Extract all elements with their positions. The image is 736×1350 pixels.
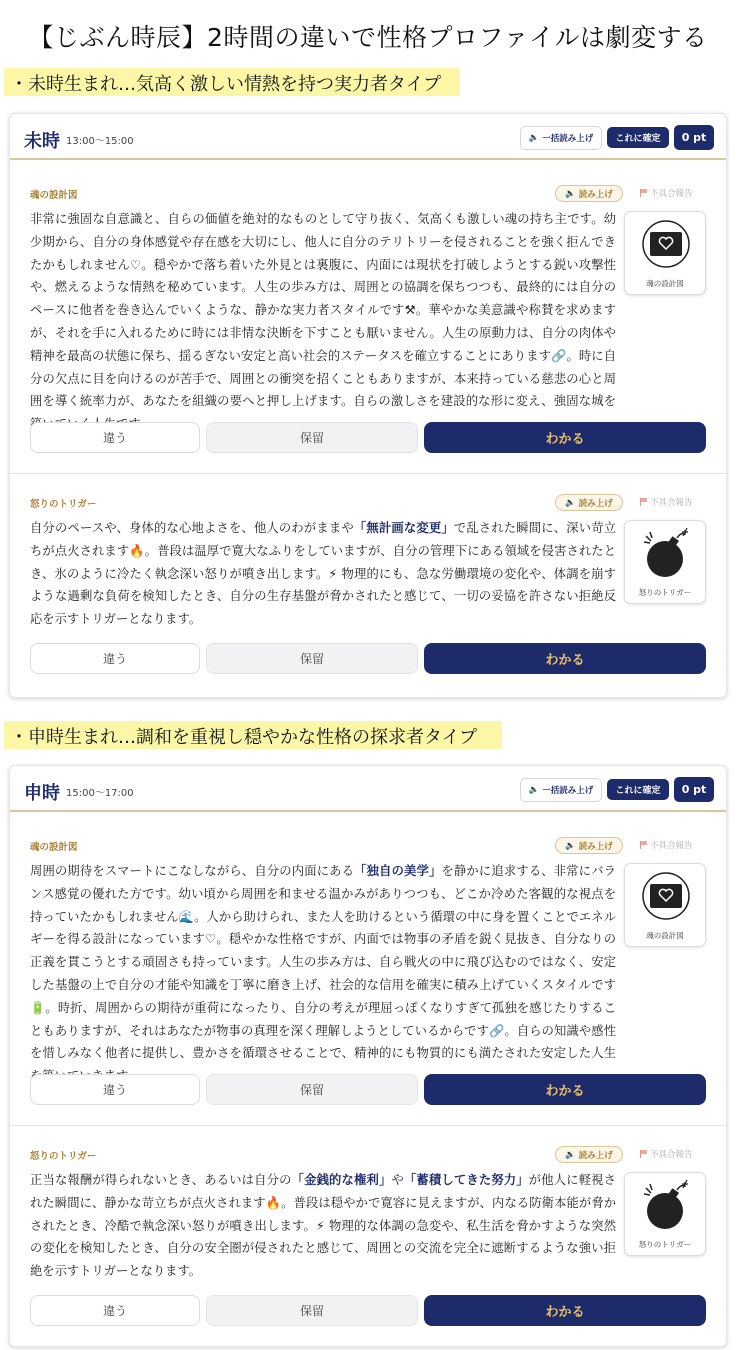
emblem-caption: 魂の設計図 bbox=[646, 279, 684, 288]
read-aloud-button[interactable] bbox=[555, 185, 623, 202]
soul-blueprint-section bbox=[10, 812, 726, 1170]
section-label: 魂の設計図 bbox=[30, 190, 78, 201]
scroll-heart-icon bbox=[641, 871, 691, 923]
answer-hold-button[interactable]: 保留 bbox=[206, 643, 418, 674]
answer-hold-button[interactable]: 保留 bbox=[206, 1074, 418, 1105]
speaker-icon: 🔈 bbox=[565, 497, 576, 508]
section-body: 自分のペースや、身体的な心地よさを、他人のわがままや「無計画な変更」で乱された瞬間に、深い苛立ちが点火されます🔥。普段は温厚で寛大なふりをしていますが、自分の管理下にある領域を侵害されたとき、氷のように冷たく執念深い怒りが噴き出します。⚡ 物理的にも、急な労働環境の変化や、体調を崩すような過剰な負荷を検知したとき、自分の生存基盤が脅かされたと感じて、一切の妥協を許さない拒絶反応を示すトリガーとなります。 bbox=[30, 521, 616, 627]
read-all-button[interactable] bbox=[520, 126, 602, 150]
read-aloud-label: 読み上げ bbox=[578, 498, 613, 509]
time-card bbox=[9, 113, 727, 698]
speaker-icon: 🔈 bbox=[565, 188, 576, 199]
page-title: 【じぶん時辰】2時間の違いで性格プロファイルは劇変する bbox=[28, 23, 708, 52]
bomb-icon bbox=[641, 1180, 691, 1232]
section-heading: ・未時生まれ…気高く激しい情熱を持つ実力者タイプ bbox=[4, 68, 460, 96]
answer-yes-button[interactable]: わかる bbox=[424, 643, 706, 674]
anger-trigger-section bbox=[10, 474, 726, 698]
speaker-icon: 🔈 bbox=[528, 785, 540, 795]
flag-icon bbox=[640, 841, 647, 849]
confirm-button[interactable]: これに確定 bbox=[607, 779, 669, 800]
answer-no-button[interactable]: 違う bbox=[30, 1295, 200, 1326]
read-aloud-button[interactable] bbox=[555, 1146, 623, 1163]
section-body: 周囲の期待をスマートにこなしながら、自分の内面にある「独自の美学」を静かに追求する、非常にバランス感覚の優れた方です。幼い頃から周囲を和ませる温かみがありつつも、どこか冷めた客観的な視点を持っていたかもしれません🌊。人から助けられ、また人を助けるという循環の中に身を置くことでエネルギーを得る設計になっています♡。穏やかな性格ですが、内面では物事の矛盾を鋭く見抜き、自分なりの正義を貫こうとする頑固さも持っています。人生の歩み方は、自ら戦火の中に飛び込むのではなく、安定した基盤の上で自分の才能や知識を丁寧に磨き上げ、社会的な信用を確実に積み上げていくスタイルです🔋。時折、周囲からの期待が重荷になったり、自分の考えが理屈っぽくなりすぎて孤独を感じたりすることもありますが、それはあなたが物事の真理を深く理解しようとしているからです🔗。自らの知識や感性を惜しみなく他者に提供し、豊かさを循環させることで、精神的にも物質的にも満たされた安定した人生 bbox=[30, 864, 616, 1061]
time-range: 13:00〜15:00 bbox=[66, 136, 134, 147]
answer-yes-button[interactable]: わかる bbox=[424, 1295, 706, 1326]
bomb-icon bbox=[641, 528, 691, 580]
points-badge: 0 pt bbox=[674, 125, 714, 150]
scroll-heart-icon bbox=[641, 219, 691, 271]
card-header bbox=[10, 766, 726, 812]
time-name: 申時 bbox=[24, 783, 60, 804]
soul-blueprint-section bbox=[10, 160, 726, 518]
confirm-button[interactable]: これに確定 bbox=[607, 127, 669, 148]
answer-no-button[interactable]: 違う bbox=[30, 643, 200, 674]
emblem-caption: 怒りのトリガー bbox=[638, 588, 692, 597]
anger-trigger-section bbox=[10, 1126, 726, 1347]
answer-yes-button[interactable]: わかる bbox=[424, 422, 706, 453]
speaker-icon: 🔈 bbox=[565, 1149, 576, 1160]
read-aloud-label: 読み上げ bbox=[578, 841, 613, 852]
flag-icon bbox=[640, 1150, 647, 1158]
report-button[interactable] bbox=[640, 496, 693, 508]
flag-icon bbox=[640, 498, 647, 506]
answer-hold-button[interactable]: 保留 bbox=[206, 1295, 418, 1326]
anger-emblem bbox=[624, 520, 706, 604]
read-aloud-label: 読み上げ bbox=[578, 1150, 613, 1161]
time-card bbox=[9, 765, 727, 1347]
section-label: 怒りのトリガー bbox=[30, 499, 97, 510]
speaker-icon: 🔈 bbox=[528, 133, 540, 143]
read-all-label: 一括読み上げ bbox=[542, 786, 594, 796]
report-button[interactable] bbox=[640, 1148, 693, 1160]
answer-yes-button[interactable]: わかる bbox=[424, 1074, 706, 1105]
read-aloud-button[interactable] bbox=[555, 494, 623, 511]
section-label: 魂の設計図 bbox=[30, 842, 78, 853]
section-heading: ・申時生まれ…調和を重視し穏やかな性格の探求者タイプ bbox=[4, 721, 502, 749]
section-body: 正当な報酬が得られないとき、あるいは自分の「金銭的な権利」や「蓄積してきた努力」が他人に軽視された瞬間に、静かな苛立ちが点火されます🔥。普段は穏やかで寛容に見えますが、内なる防衛本能が脅かされたとき、冷酷で執念深い怒りが噴き出します。⚡ 物理的な体調の急変や、私生活を脅かすような突然の変化を検知したとき、自分の安全圏が侵されたと感じて、周囲との交流を完全に遮断するような強い拒絶を示すトリガーとなります。 bbox=[30, 1173, 616, 1279]
emblem-caption: 怒りのトリガー bbox=[638, 1240, 692, 1249]
speaker-icon: 🔈 bbox=[565, 840, 576, 851]
report-label: 不具合報告 bbox=[650, 498, 693, 508]
read-aloud-button[interactable] bbox=[555, 837, 623, 854]
card-header bbox=[10, 114, 726, 160]
anger-emblem bbox=[624, 1172, 706, 1256]
section-label: 怒りのトリガー bbox=[30, 1151, 97, 1162]
emblem-caption: 魂の設計図 bbox=[646, 931, 684, 940]
report-label: 不具合報告 bbox=[650, 841, 693, 851]
read-all-label: 一括読み上げ bbox=[542, 134, 594, 144]
flag-icon bbox=[640, 189, 647, 197]
read-all-button[interactable] bbox=[520, 778, 602, 802]
report-button[interactable] bbox=[640, 187, 693, 199]
time-range: 15:00〜17:00 bbox=[66, 788, 134, 799]
answer-no-button[interactable]: 違う bbox=[30, 422, 200, 453]
report-label: 不具合報告 bbox=[650, 1150, 693, 1160]
read-aloud-label: 読み上げ bbox=[578, 189, 613, 200]
section-body: 非常に強固な自意識と、自らの価値を絶対的なものとして守り抜く、気高くも激しい魂の持ち主です。幼少期から、自分の身体感覚や存在感を大切にし、他人に自分のテリトリーを侵されることを強く拒んできたかもしれません♡。穏やかで落ち着いた外見とは裏腹に、内面には現状を打破しようとする鋭い攻撃性や、燃えるような情熱を秘めています。人生の歩み方は、周囲との協調を保ちつつも、最終的には自分のペースに他者を巻き込んでいくような、静かな実力者スタイルです⚒。華やかな美意識や称賛を求めますが、それを手に入れるために時には非情な決断を下すことも厭いません。人生の原動力は、自分の肉体や精神を最高の状態に保ち、揺るぎない安定と高い社会的ステータスを確立することにあります🔗。時に自分の欠点に目を向けるのが苦手で、周囲との衝突を招くこともありますが、本来持っている慈悲の心と周囲を導く統率力が、あなたを組織の要へと押し上げます。自らの激しさを建設的な形に変え、強固な城を bbox=[30, 212, 616, 409]
soul-emblem bbox=[624, 863, 706, 947]
report-label: 不具合報告 bbox=[650, 189, 693, 199]
answer-hold-button[interactable]: 保留 bbox=[206, 422, 418, 453]
report-button[interactable] bbox=[640, 839, 693, 851]
soul-emblem bbox=[624, 211, 706, 295]
answer-no-button[interactable]: 違う bbox=[30, 1074, 200, 1105]
time-name: 未時 bbox=[24, 131, 60, 152]
points-badge: 0 pt bbox=[674, 777, 714, 802]
